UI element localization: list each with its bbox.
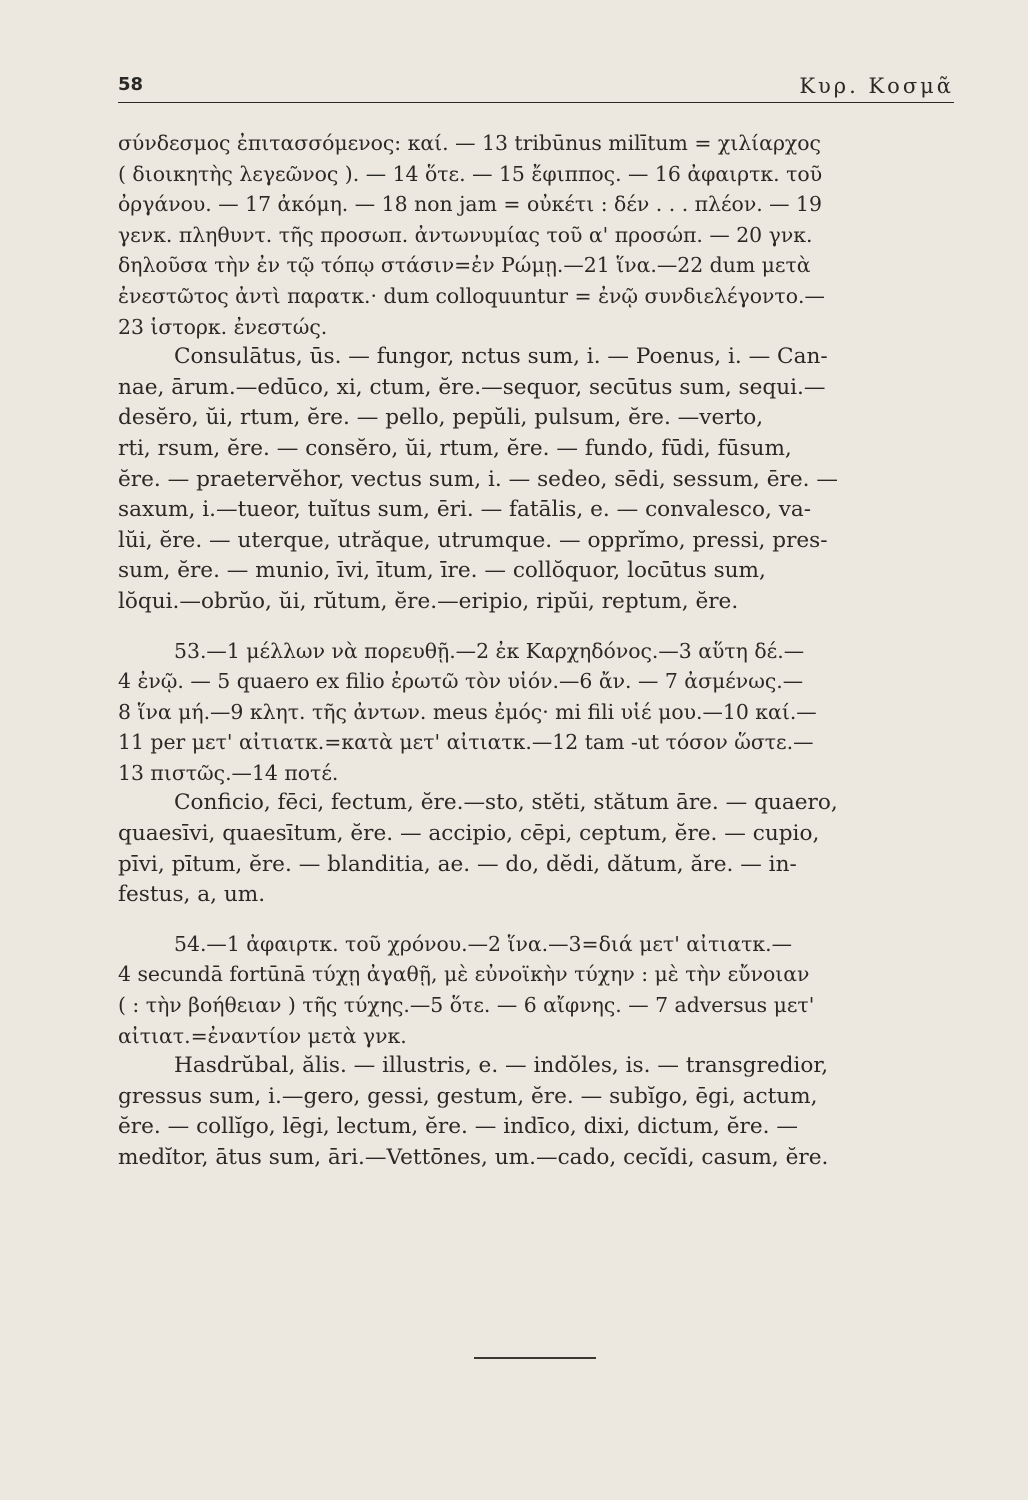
text-line: lŏqui.—obrŭo, ŭi, rŭtum, ĕre.—eripio, ripŭi, reptum, ĕre. [118,588,739,614]
text-line: desĕro, ŭi, rtum, ĕre. — pello, pepŭli, pulsum, ĕre. —verto, [118,405,764,431]
text-line: σύνδεσμος ἐπιτασσόμενος: καί. — 13 tribūnus milītum = χιλίαρχος [118,131,821,155]
paragraph-gap [118,911,954,929]
vocabulary-block-53 [118,788,954,910]
text-line: gressus sum, i.—gero, gessi, gestum, ĕre. — subĭgo, ēgi, actum, [118,1083,818,1109]
text-line: ( : τὴν βοήθειαν ) τῆς τύχης.—5 ὅτε. — 6 αἴφνης. — 7 adversus μετ' [118,993,815,1018]
text-line: lŭi, ĕre. — uterque, utrăque, utrumque. — opprĭmo, pressi, pres- [118,527,828,553]
text-line: γενκ. πληθυντ. τῆς προσωπ. ἀντωνυμίας τοῦ α' προσώπ. — 20 γνκ. [118,222,813,247]
paragraph-gap [118,618,954,636]
notes-block-54 [118,929,954,1051]
page-header [118,72,954,108]
section-end-rule [474,1357,596,1359]
page-number: 58 [118,74,144,95]
text-line: Hasdrŭbal, ălis. — illustris, e. — indŏles, is. — transgredior, [174,1053,829,1079]
text-line: sum, ĕre. — munio, īvi, ītum, īre. — collŏquor, locūtus sum, [118,558,766,584]
text-line: pīvi, pītum, ĕre. — blanditia, ae. — do, dĕdi, dătum, ăre. — in- [118,851,797,877]
text-line: quaesīvi, quaesītum, ĕre. — accipio, cēpi, ceptum, ĕre. — cupio, [118,821,820,847]
text-line: 13 πιστῶς.—14 ποτέ. [118,760,339,785]
text-line: ĕre. — collĭgo, lēgi, lectum, ĕre. — indīco, dixi, dictum, ĕre. — [118,1114,798,1140]
text-line: saxum, i.—tueor, tuĭtus sum, ēri. — fatālis, e. — convalesco, va- [118,497,812,523]
notes-block-53 [118,636,954,789]
text-line: festus, a, um. [118,882,266,908]
text-line: ( διοικητὴς λεγεῶνος ). — 14 ὅτε. — 15 ἔφιππος. — 16 ἀφαιρτκ. τοῦ [118,161,823,186]
text-line: ὀργάνου. — 17 ἀκόμη. — 18 non jam = οὐκέτι : δέν . . . πλέον. — 19 [118,192,822,217]
text-line: 4 ἐνῷ. — 5 quaero ex filio ἐρωτῶ τὸν υἱόν.—6 ἄν. — 7 ἀσμένως.— [118,669,804,694]
notes-block-continued [118,128,954,342]
text-line: 8 ἵνα μή.—9 κλητ. τῆς ἀντων. meus ἐμός· mi fili υἱέ μου.—10 καί.— [118,699,817,724]
page-body [118,128,954,1174]
text-line: 4 secundā fortūnā τύχῃ ἀγαθῇ, μὲ εὐνοϊκὴν τύχην : μὲ τὴν εὔνοιαν [118,962,810,987]
text-line: medĭtor, ātus sum, āri.—Vettōnes, um.—cado, cecĭdi, casum, ĕre. [118,1145,829,1170]
text-line: ĕre. — praetervĕhor, vectus sum, i. — sedeo, sēdi, sessum, ēre. — [118,466,838,492]
vocabulary-block-52 [118,342,954,617]
header-rule [118,102,954,103]
text-line: αἰτιατ.=ἐναντίον μετὰ γνκ. [118,1023,407,1048]
text-line: rti, rsum, ĕre. — consĕro, ŭi, rtum, ĕre. — fundo, fūdi, fūsum, [118,435,792,461]
text-line: nae, ārum.—edūco, xi, ctum, ĕre.—sequor, secūtus sum, sequi.— [118,374,826,400]
text-line: Conficio, fēci, fectum, ĕre.—sto, stĕti, stătum āre. — quaero, [174,790,838,816]
text-line: 53.—1 μέλλων νὰ πορευθῇ.—2 ἐκ Καρχηδόνος.—3 αὕτη δέ.— [174,638,805,663]
text-line: 11 per μετ' αἰτιατκ.=κατὰ μετ' αἰτιατκ.—12 tam -ut τόσον ὥστε.— [118,730,814,755]
text-line: 23 ἱστορκ. ἐνεστώς. [118,314,328,339]
vocabulary-block-54 [118,1051,954,1173]
text-line: δηλοῦσα τὴν ἐν τῷ τόπῳ στάσιν=ἐν Ρώμῃ.—21 ἵνα.—22 dum μετὰ [118,253,811,278]
text-line: Consulātus, ūs. — fungor, nctus sum, i. — Poenus, i. — Can- [174,344,828,370]
text-line: ἐνεστῶτος ἀντὶ παρατκ.· dum colloquuntur = ἐνῷ συνδιελέγοντο.— [118,283,825,308]
running-title: Κυρ. Κοσμᾶ [799,74,954,98]
text-line: 54.—1 ἀφαιρτκ. τοῦ χρόνου.—2 ἵνα.—3=διά μετ' αἰτιατκ.— [174,931,793,956]
